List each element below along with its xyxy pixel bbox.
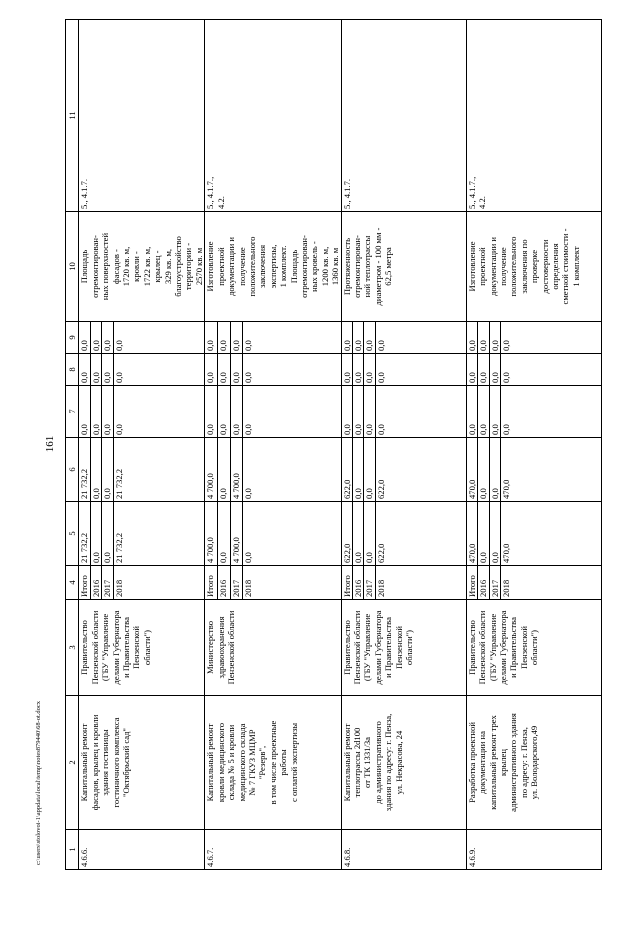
regional-budget-value: 0,0 [217, 438, 230, 502]
federal-budget-value: 0,0 [375, 386, 466, 438]
row-number: 4.6.9. [466, 830, 601, 870]
federal-budget-value: 0,0 [217, 386, 230, 438]
total-value: 0,0 [478, 502, 489, 566]
other-sources-value: 0,0 [489, 322, 500, 354]
regional-budget-value: 21 732,2 [79, 438, 90, 502]
total-value: 4 700,0 [205, 502, 218, 566]
federal-budget-value: 0,0 [478, 386, 489, 438]
activity-name: Капитальный ремонт фасадов, крылец и кровли здания гостиницы гостиничного комплекса "Октябрьский сад" [79, 696, 205, 830]
local-budget-value: 0,0 [341, 354, 352, 386]
link-text: 5., 4.1.7. [341, 20, 466, 212]
year-cell: 2018 [113, 566, 205, 600]
executor-name: Правительство Пензенской области (ГБУ "Управление делами Губернатора и Правительства Пензенской области") [341, 600, 466, 696]
executor-name: Правительство Пензенской области (ГБУ "Управление делами Губернатора и Правительства Пензенской области") [79, 600, 205, 696]
year-cell: 2017 [364, 566, 375, 600]
indicator-text: Изготовление проектной документации и получение положительного заключения экспертизы, 1 комплект. Площадь отремонтирован- ных кровель - 1200 кв. м, 1360 кв. м [205, 212, 341, 322]
other-sources-value: 0,0 [90, 322, 101, 354]
local-budget-value: 0,0 [375, 354, 466, 386]
regional-budget-value: 0,0 [102, 438, 113, 502]
header-cell: 4 [66, 566, 79, 600]
regional-budget-value: 622,0 [375, 438, 466, 502]
total-value: 21 732,2 [79, 502, 90, 566]
local-budget-value: 0,0 [352, 354, 363, 386]
activity-name: Капитальный ремонт кровли медицинского склада № 5 и кровли медицинского склада № 7 ГКУЗ МЦМР "Резерв", в том числе проектные работы с оплатой экспертизы [205, 696, 341, 830]
row-number: 4.6.8. [341, 830, 466, 870]
local-budget-value: 0,0 [466, 354, 477, 386]
activity-name: Разработка проектной документации на капитальный ремонт трех крылец административного здания по адресу: г. Пенза, ул. Володарского,49 [466, 696, 601, 830]
total-value: 4 700,0 [230, 502, 243, 566]
table-row [341, 20, 352, 870]
local-budget-value: 0,0 [501, 354, 602, 386]
regional-budget-value: 0,0 [243, 438, 341, 502]
federal-budget-value: 0,0 [79, 386, 90, 438]
other-sources-value: 0,0 [341, 322, 352, 354]
other-sources-value: 0,0 [375, 322, 466, 354]
total-value: 622,0 [375, 502, 466, 566]
header-cell: 1 [66, 830, 79, 870]
table-row [79, 20, 90, 870]
regional-budget-value: 4 700,0 [230, 438, 243, 502]
total-value: 0,0 [352, 502, 363, 566]
local-budget-value: 0,0 [102, 354, 113, 386]
local-budget-value: 0,0 [79, 354, 90, 386]
regional-budget-value: 470,0 [466, 438, 477, 502]
federal-budget-value: 0,0 [489, 386, 500, 438]
link-text: 5., 4.1.7., 4.2. [466, 20, 601, 212]
total-value: 470,0 [466, 502, 477, 566]
year-cell: Итого [341, 566, 352, 600]
federal-budget-value: 0,0 [352, 386, 363, 438]
program-table [65, 19, 602, 870]
total-value: 0,0 [364, 502, 375, 566]
header-cell: 5 [66, 502, 79, 566]
other-sources-value: 0,0 [113, 322, 205, 354]
local-budget-value: 0,0 [478, 354, 489, 386]
header-cell: 8 [66, 354, 79, 386]
header-cell: 2 [66, 696, 79, 830]
header-cell: 11 [66, 20, 79, 212]
regional-budget-value: 4 700,0 [205, 438, 218, 502]
year-cell: Итого [205, 566, 218, 600]
federal-budget-value: 0,0 [113, 386, 205, 438]
regional-budget-value: 0,0 [489, 438, 500, 502]
federal-budget-value: 0,0 [341, 386, 352, 438]
local-budget-value: 0,0 [90, 354, 101, 386]
local-budget-value: 0,0 [217, 354, 230, 386]
other-sources-value: 0,0 [243, 322, 341, 354]
local-budget-value: 0,0 [230, 354, 243, 386]
total-value: 0,0 [243, 502, 341, 566]
total-value: 0,0 [102, 502, 113, 566]
other-sources-value: 0,0 [230, 322, 243, 354]
regional-budget-value: 0,0 [478, 438, 489, 502]
year-cell: 2016 [478, 566, 489, 600]
local-budget-value: 0,0 [113, 354, 205, 386]
local-budget-value: 0,0 [364, 354, 375, 386]
local-budget-value: 0,0 [489, 354, 500, 386]
regional-budget-value: 0,0 [352, 438, 363, 502]
other-sources-value: 0,0 [352, 322, 363, 354]
local-budget-value: 0,0 [205, 354, 218, 386]
footer-file-path: c:\users\stolovoi-1\appdata\local\temp\notes879440\68-ot.docx [35, 700, 42, 866]
other-sources-value: 0,0 [501, 322, 602, 354]
federal-budget-value: 0,0 [243, 386, 341, 438]
federal-budget-value: 0,0 [501, 386, 602, 438]
header-cell: 7 [66, 386, 79, 438]
other-sources-value: 0,0 [364, 322, 375, 354]
other-sources-value: 0,0 [205, 322, 218, 354]
regional-budget-value: 0,0 [90, 438, 101, 502]
link-text: 5., 4.1.7. [79, 20, 205, 212]
regional-budget-value: 0,0 [364, 438, 375, 502]
header-cell: 3 [66, 600, 79, 696]
year-cell: Итого [466, 566, 477, 600]
header-cell: 10 [66, 212, 79, 322]
header-cell: 6 [66, 438, 79, 502]
page-number: 161 [44, 435, 56, 453]
federal-budget-value: 0,0 [205, 386, 218, 438]
indicator-text: Площадь отремонтирован- ных поверхностей фасадов - 1720 кв. м, кровли - 1722 кв. м, крылец - 329 кв. м, благоустройство территории - 2570 кв. м [79, 212, 205, 322]
header-row [66, 20, 79, 870]
federal-budget-value: 0,0 [230, 386, 243, 438]
total-value: 0,0 [489, 502, 500, 566]
year-cell: 2018 [243, 566, 341, 600]
year-cell: 2017 [489, 566, 500, 600]
total-value: 0,0 [90, 502, 101, 566]
year-cell: 2016 [217, 566, 230, 600]
federal-budget-value: 0,0 [90, 386, 101, 438]
header-cell: 9 [66, 322, 79, 354]
regional-budget-value: 622,0 [341, 438, 352, 502]
year-cell: 2018 [375, 566, 466, 600]
link-text: 5., 4.1.7., 4.2. [205, 20, 341, 212]
federal-budget-value: 0,0 [364, 386, 375, 438]
local-budget-value: 0,0 [243, 354, 341, 386]
total-value: 470,0 [501, 502, 602, 566]
other-sources-value: 0,0 [217, 322, 230, 354]
executor-name: Правительство Пензенской области (ГБУ "Управление делами Губернатора и Правительства Пензенской области") [466, 600, 601, 696]
other-sources-value: 0,0 [466, 322, 477, 354]
row-number: 4.6.6. [79, 830, 205, 870]
year-cell: 2018 [501, 566, 602, 600]
regional-budget-value: 470,0 [501, 438, 602, 502]
activity-name: Капитальный ремонт теплотрассы 2d100 от ТК 1331/3а до административного здания по адресу: г. Пенза, ул. Некрасова, 24 [341, 696, 466, 830]
year-cell: 2017 [230, 566, 243, 600]
table-row [205, 20, 218, 870]
indicator-text: Изготовление проектной документации и получение положительного заключения по проверке достоверности определения сметной стоимости - 1 комплект [466, 212, 601, 322]
total-value: 0,0 [217, 502, 230, 566]
year-cell: 2016 [90, 566, 101, 600]
federal-budget-value: 0,0 [466, 386, 477, 438]
table-row [466, 20, 477, 870]
rotated-table-container [65, 20, 625, 870]
row-number: 4.6.7. [205, 830, 341, 870]
indicator-text: Протяженность отремонтирован- ной теплотрассы диаметром - 100 мм - 62,5 метра [341, 212, 466, 322]
total-value: 622,0 [341, 502, 352, 566]
year-cell: Итого [79, 566, 90, 600]
other-sources-value: 0,0 [478, 322, 489, 354]
other-sources-value: 0,0 [102, 322, 113, 354]
other-sources-value: 0,0 [79, 322, 90, 354]
regional-budget-value: 21 732,2 [113, 438, 205, 502]
federal-budget-value: 0,0 [102, 386, 113, 438]
executor-name: Министерство здравоохранения Пензенской области [205, 600, 341, 696]
year-cell: 2017 [102, 566, 113, 600]
year-cell: 2016 [352, 566, 363, 600]
total-value: 21 732,2 [113, 502, 205, 566]
